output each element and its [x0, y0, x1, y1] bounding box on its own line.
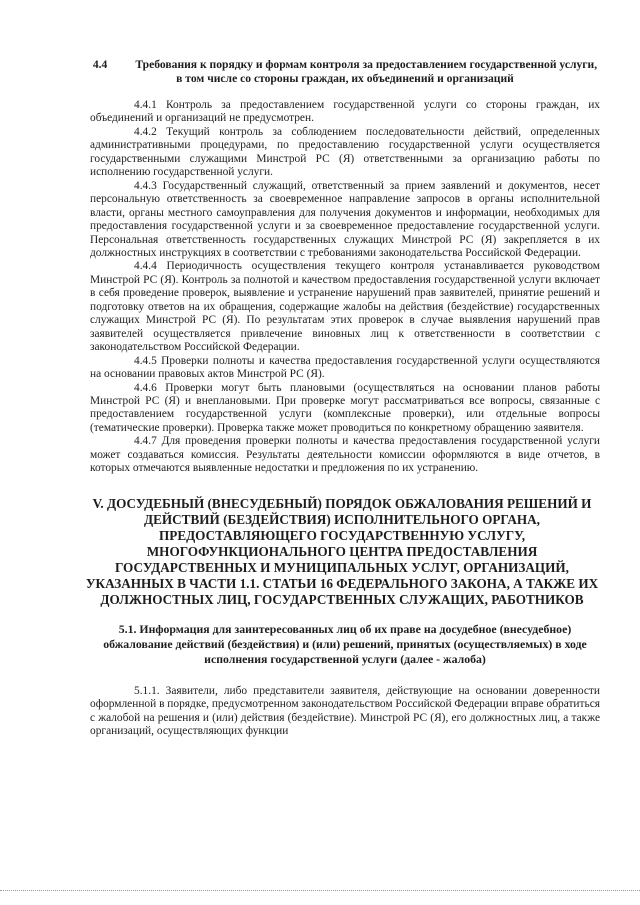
paragraph-4-4-7: 4.4.7 Для проведения проверки полноты и качества предоставления государственной услуги может создаваться комиссия. Результаты деятельности комиссии оформляются в виде отчетов, в которых отмечаются выявленные недостатки и предложения по их устранению. [90, 435, 600, 475]
paragraph-4-4-1: 4.4.1 Контроль за предоставлением государственной услуги со стороны граждан, их объединений и организаций не предусмотрен. [90, 99, 600, 125]
section-4-4-heading [90, 58, 600, 86]
paragraph-4-4-6: 4.4.6 Проверки могут быть плановыми (осуществляться на основании планов работы Минстрой РС (Я) и внеплановыми. При проверке могут рассматриваться все вопросы, связанные с предоставлением государственной услуги (комплексные проверки), или отдельные вопросы (тематические проверки). Проверка также может проводиться по конкретному обращению заявителя. [90, 381, 600, 434]
paragraph-5-1-1: 5.1.1. Заявители, либо представители заявителя, действующие на основании доверенности оформленной в порядке, предусмотренном законодательством Российской Федерации вправе обратиться с жалобой на решения и (или) действия (бездействие). Минстрой РС (Я), его должностных лиц, а также организаций, осуществляющих функции [90, 684, 600, 738]
section-5-1-heading: 5.1. Информация для заинтересованных лиц об их праве на досудебное (внесудебное) обжалование действий (бездействия) и (или) решений, принятых (осуществляемых) в ходе исполнения государственной услуги (далее - жалоба) [103, 621, 587, 666]
section-number: 4.4 [92, 58, 108, 71]
chapter-5-heading: V. ДОСУДЕБНЫЙ (ВНЕСУДЕБНЫЙ) ПОРЯДОК ОБЖАЛОВАНИЯ РЕШЕНИЙ И ДЕЙСТВИЙ (БЕЗДЕЙСТВИЯ) ИСПОЛНИТЕЛЬНОГО ОРГАНА, ПРЕДОСТАВЛЯЮЩЕГО ГОСУДАРСТВЕННУЮ УСЛУГУ, МНОГОФУНКЦИОНАЛЬНОГО ЦЕНТРА ПРЕДОСТАВЛЕНИЯ ГОСУДАРСТВЕННЫХ И МУНИЦИПАЛЬНЫХ УСЛУГ, ОРГАНИЗАЦИЙ, УКАЗАННЫХ В ЧАСТИ 1.1. СТАТЬИ 16 ФЕДЕРАЛЬНОГО ЗАКОНА, А ТАКЖЕ ИХ ДОЛЖНОСТНЫХ ЛИЦ, ГОСУДАРСТВЕННЫХ СЛУЖАЩИХ, РАБОТНИКОВ [85, 495, 599, 607]
paragraph-4-4-4: 4.4.4 Периодичность осуществления текущего контроля устанавливается руководством Минстрой РС (Я). Контроль за полнотой и качеством предоставления государственной услуги включает в себя проведение проверок, выявление и устранение нарушений прав заявителей, принятие решений и подготовку ответов на их обращения, содержащие жалобы на действия (бездействие) государственных служащих Минстрой РС (Я). По результатам этих проверок в случае выявления нарушений прав заявителей осуществляется привлечение виновных лиц к ответственности в соответствии с законодательством Российской Федерации. [90, 260, 600, 354]
paragraph-4-4-2: 4.4.2 Текущий контроль за соблюдением последовательности действий, определенных административными процедурами, по предоставлению государственной услуги осуществляется государственными служащими Минстрой РС (Я) ответственными за организацию работы по исполнению государственной услуги. [90, 125, 600, 179]
paragraph-4-4-3: 4.4.3 Государственный служащий, ответственный за прием заявлений и документов, несет персональную ответственность за своевременное направление запросов в органы исполнительной власти, органы местного самоуправления для получения документов и информации, необходимых для предоставления государственной услуги и за своевременное предоставление государственной услуги. Персональная ответственность государственных служащих Минстрой РС (Я) закрепляется в их должностных инструкциях в соответствии с требованиями законодательства Российской Федерации. [90, 179, 600, 259]
paragraph-4-4-5: 4.4.5 Проверки полноты и качества предоставления государственной услуги осуществляются на основании правовых актов Минстрой РС (Я). [90, 354, 600, 381]
section-title: Требования к порядку и формам контроля за предоставлением государственной услуги, в том числе со стороны граждан, их объединений и организаций [135, 58, 598, 85]
footer-rule [0, 890, 640, 891]
